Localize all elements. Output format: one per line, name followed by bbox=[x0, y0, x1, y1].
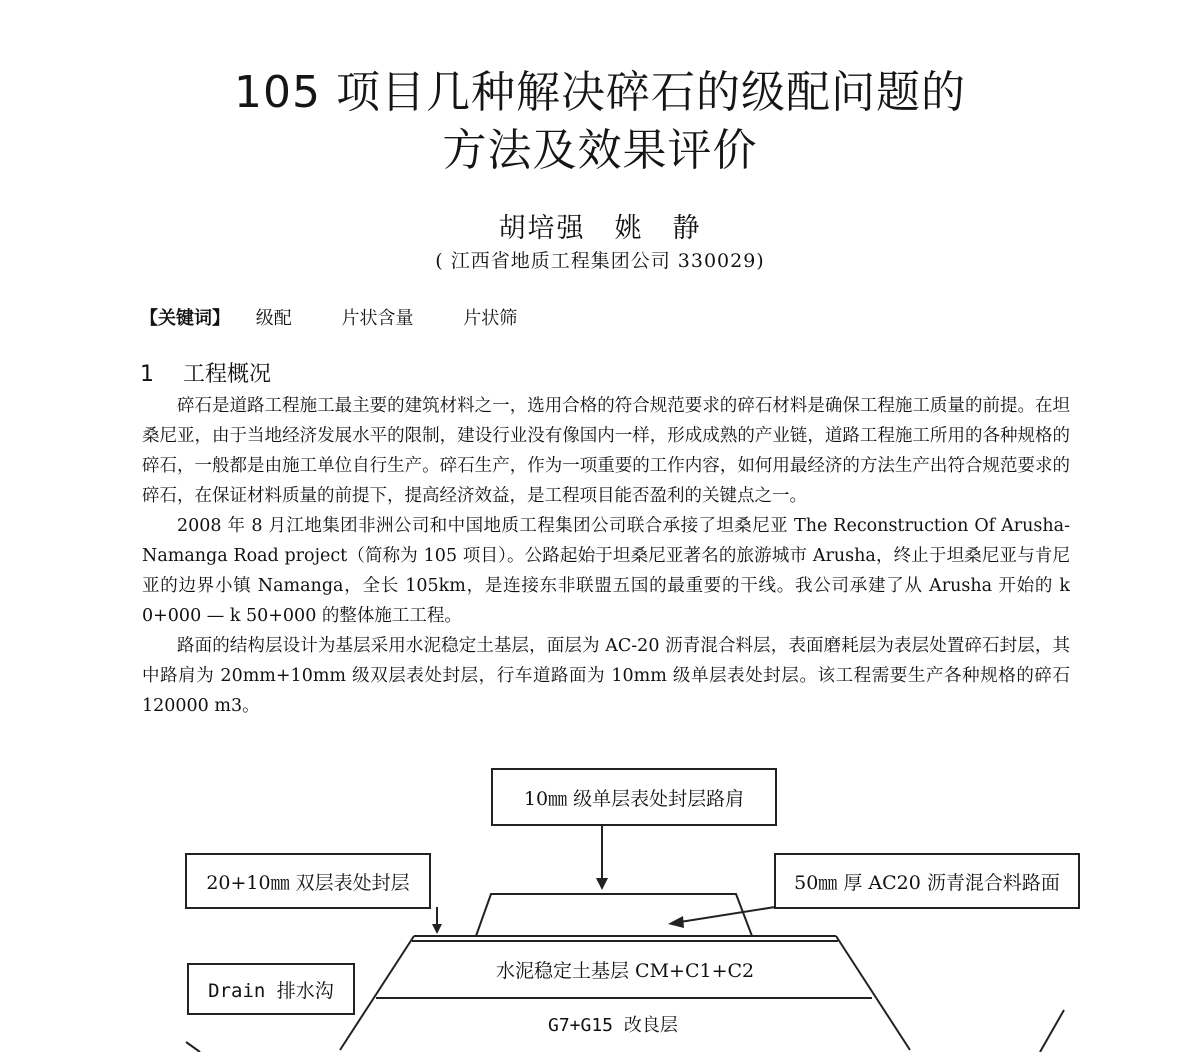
paragraph: 路面的结构层设计为基层采用水泥稳定土基层，面层为 AC-20 沥青混合料层，表面磨耗层为表层处置碎石封层，其中路肩为 20mm+10mm 级双层表处封层，行车道路面为 10mm 级单层表处封层。该工程需要生产各种规格的碎石 120000 m3。 bbox=[142, 636, 1070, 716]
improved-layer-label: G7+G15 改良层 bbox=[548, 1015, 678, 1036]
arrow-head bbox=[432, 924, 442, 934]
base-side-right bbox=[836, 936, 910, 1050]
authors: 胡培强 姚 静 bbox=[498, 213, 702, 244]
shoulder-single-seal-label-box: 10㎜ 级单层表处封层路肩 bbox=[491, 768, 777, 826]
drain-line-left bbox=[186, 1042, 200, 1052]
asphalt-surface-shape bbox=[476, 894, 752, 936]
section-heading bbox=[140, 357, 271, 388]
asphalt-surface-label-box: 50㎜ 厚 AC20 沥青混合料路面 bbox=[774, 853, 1080, 909]
keywords bbox=[140, 304, 561, 330]
keyword-item: 级配 bbox=[255, 308, 292, 329]
affiliation: ( 江西省地质工程集团公司 330029) bbox=[435, 250, 765, 272]
paper-title-line-1: 105 项目几种解决碎石的级配问题的 bbox=[234, 67, 966, 118]
double-seal-label-box: 20+10㎜ 双层表处封层 bbox=[185, 853, 431, 909]
section-title: 工程概况 bbox=[183, 362, 272, 387]
arrow-head bbox=[596, 878, 608, 890]
keyword-item: 片状筛 bbox=[463, 308, 518, 329]
section-number: 1 bbox=[140, 362, 154, 387]
arrow-head bbox=[668, 916, 684, 928]
drain-label-box: Drain 排水沟 bbox=[187, 963, 355, 1015]
base-layer-label: 水泥稳定土基层 CM+C1+C2 bbox=[496, 960, 755, 982]
keyword-item: 片状含量 bbox=[341, 308, 414, 329]
body-text bbox=[142, 391, 1070, 721]
arrow-line bbox=[680, 907, 775, 922]
drain-line-right bbox=[1040, 1010, 1064, 1052]
road-structure-diagram bbox=[0, 760, 1200, 1052]
paper-title-line-2: 方法及效果评价 bbox=[442, 125, 758, 176]
keywords-label: 【关键词】 bbox=[140, 308, 230, 329]
paragraph: 2008 年 8 月江地集团非洲公司和中国地质工程集团公司联合承接了坦桑尼亚 The Reconstruction Of Arusha-Namanga Road project（简称为 105 项目）。公路起始于坦桑尼亚著名的旅游城市 Arusha，终止于坦桑尼亚与肯尼亚的边界小镇 Namanga，全长 105km，是连接东非联盟五国的最重要的干线。我公司承建了从 Arusha 开始的 k 0+000 — k 50+000 的整体施工工程。 bbox=[142, 516, 1070, 626]
paragraph: 碎石是道路工程施工最主要的建筑材料之一，选用合格的符合规范要求的碎石材料是确保工程施工质量的前提。在坦桑尼亚，由于当地经济发展水平的限制，建设行业没有像国内一样，形成成熟的产业链，道路工程施工所用的各种规格的碎石，一般都是由施工单位自行生产。碎石生产，作为一项重要的工作内容，如何用最经济的方法生产出符合规范要求的碎石，在保证材料质量的前提下，提高经济效益，是工程项目能否盈利的关键点之一。 bbox=[142, 396, 1070, 506]
